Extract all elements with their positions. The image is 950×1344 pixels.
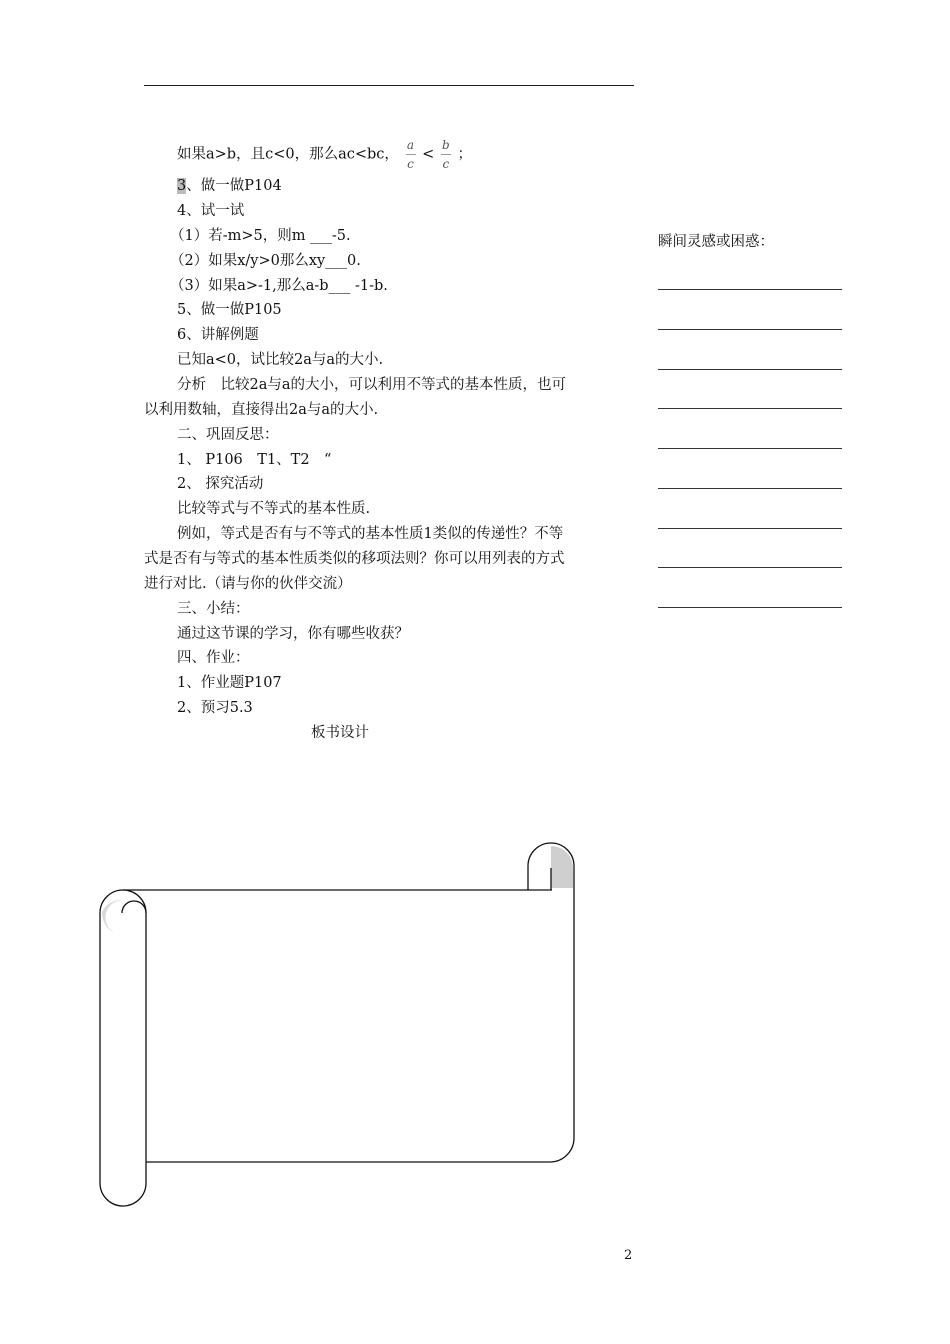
exercise-1: （1）若-m>5，则m ___-5. [170, 228, 351, 244]
section-consolidate: 二、巩固反思： [177, 427, 279, 443]
sidebar-notes-label: 瞬间灵感或困惑： [658, 234, 774, 250]
line-example: 6、讲解例题 [177, 327, 259, 343]
line-analysis: 分析 比较2a与a的大小，可以利用不等式的基本性质，也可 [177, 377, 567, 393]
fraction-numerator: a [406, 138, 415, 152]
line-p106: 1、 P106 T1、T2 “ [177, 452, 332, 468]
less-than-sign: < [422, 146, 435, 163]
section-summary: 三、小结： [177, 601, 250, 617]
text-segment: 、做一做P104 [186, 178, 282, 194]
line-example-question-cont: 式是否有与等式的基本性质类似的移项法则？你可以用列表的方式 [144, 551, 565, 567]
item-number: 3 [177, 178, 187, 194]
page-number: 2 [624, 1248, 633, 1263]
line-explore: 2、 探究活动 [177, 476, 264, 492]
text-segment: ； [457, 146, 472, 163]
homework-1: 1、作业题P107 [177, 675, 282, 691]
line-summary-question: 通过这节课的学习，你有哪些收获？ [177, 626, 409, 642]
line-example-question-end: 进行对比.（请与你的伙伴交流） [144, 576, 352, 592]
line-given: 已知a<0，试比较2a与a的大小. [177, 352, 384, 368]
homework-2: 2、预习5.3 [177, 700, 253, 716]
exercise-2: （2）如果x/y>0那么xy___0. [170, 253, 361, 269]
fraction-denominator: c [442, 157, 450, 171]
fraction-numerator: b [442, 138, 450, 152]
board-design-title: 板书设计 [311, 725, 369, 741]
line-compare: 比较等式与不等式的基本性质. [177, 501, 371, 517]
exercise-3: （3）如果a>-1,那么a-b___ -1-b. [170, 278, 388, 294]
fraction-denominator: c [407, 157, 414, 171]
section-homework: 四、作业： [177, 650, 250, 666]
line-example-question: 例如，等式是否有与不等式的基本性质1类似的传递性？不等 [177, 526, 564, 542]
text-segment: 如果a>b，且c<0，那么ac<bc， [177, 146, 399, 163]
line-try: 4、试一试 [177, 203, 245, 219]
line-do-p105: 5、做一做P105 [177, 302, 282, 318]
line-analysis-cont: 以利用数轴，直接得出2a与a的大小. [144, 402, 379, 418]
